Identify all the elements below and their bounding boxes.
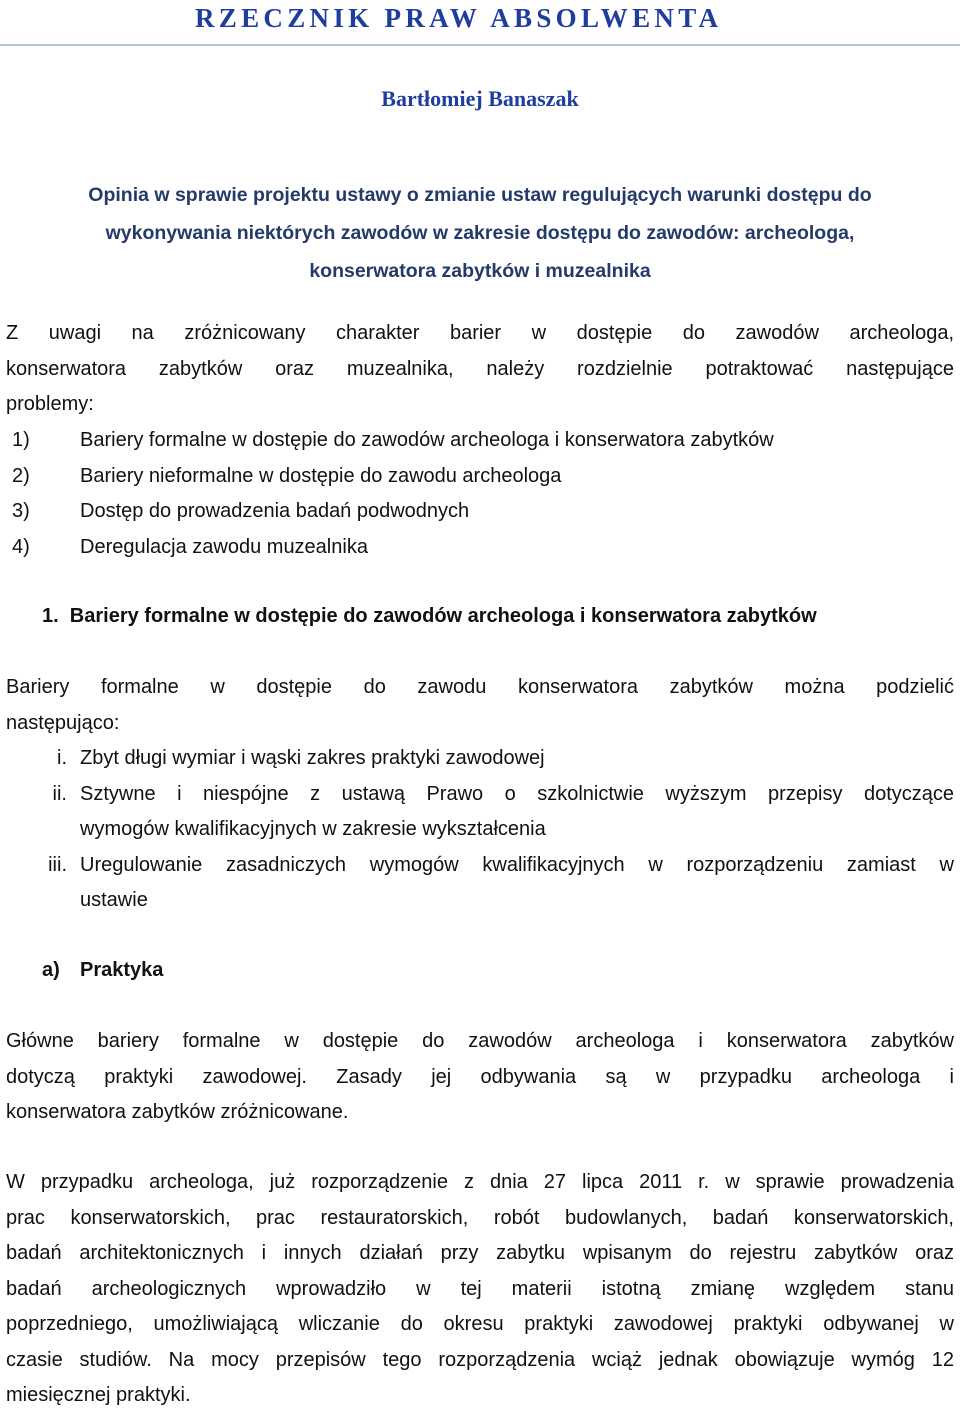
section-paragraph (6, 670, 954, 741)
paragraph-line: konserwatora zabytków zróżnicowane. (6, 1101, 349, 1123)
list-text: Dostęp do prowadzenia badań podwodnych (80, 500, 470, 522)
masthead-title: RZECZNIK PRAW ABSOLWENTA (195, 3, 723, 33)
paragraph-line: poprzedniego, umożliwiającą wliczanie do okresu praktyki zawodowej praktyki odbywanej w (6, 1313, 954, 1335)
list-text: ustawie (80, 889, 148, 911)
subsection-heading (0, 953, 954, 989)
list-item (0, 777, 954, 813)
subsection-title: Praktyka (80, 959, 164, 981)
paragraph-line: następująco: (6, 711, 120, 734)
list-number: 3) (12, 500, 30, 522)
title-line: konserwatora zabytków i muzealnika (309, 260, 651, 282)
list-number: ii. (52, 782, 67, 805)
list-item (0, 459, 954, 495)
list-text: Sztywne i niespójne z ustawą Prawo o szkolnictwie wyższym przepisy dotyczące (80, 782, 954, 805)
paragraph-praktyka (6, 1024, 954, 1131)
paragraph-line: miesięcznej praktyki. (6, 1384, 191, 1406)
header-divider (0, 44, 960, 46)
list-number: 2) (12, 464, 30, 487)
list-item (0, 423, 954, 459)
paragraph-line: dotyczą praktyki zawodowej. Zasady jej odbywania są w przypadku archeologa i (6, 1065, 954, 1088)
paragraph-line: prac konserwatorskich, prac restauratorskich, robót budowlanych, badań konserwatorskich, (6, 1206, 954, 1229)
list-item (0, 494, 954, 530)
list-item (0, 741, 954, 777)
list-number: 4) (12, 535, 30, 558)
paragraph-archeolog (6, 1165, 954, 1414)
title-line: wykonywania niektórych zawodów w zakresie dostępu do zawodów: archeologa, (105, 222, 855, 244)
title-line: Opinia w sprawie projektu ustawy o zmianie ustaw regulujących warunki dostępu do (88, 184, 872, 206)
paragraph-line: Z uwagi na zróżnicowany charakter barier w dostępie do zawodów archeologa, (6, 322, 954, 344)
list-text: Bariery formalne w dostępie do zawodów archeologa i konserwatora zabytków (80, 429, 774, 451)
paragraph-line: badań architektonicznych i innych działań przy zabytku wpisanym do rejestru zabytków oraz (6, 1242, 954, 1264)
list-number: i. (57, 747, 67, 769)
paragraph-line: W przypadku archeologa, już rozporządzenie z dnia 27 lipca 2011 r. w sprawie prowadzenia (6, 1171, 954, 1193)
paragraph-line: Bariery formalne w dostępie do zawodu konserwatora zabytków można podzielić (6, 676, 954, 698)
list-text: Bariery nieformalne w dostępie do zawodu archeologa (80, 464, 562, 487)
paragraph-line: Główne bariery formalne w dostępie do zawodów archeologa i konserwatora zabytków (6, 1030, 954, 1052)
list-text: wymogów kwalifikacyjnych w zakresie wykształcenia (80, 818, 546, 840)
document-title (20, 176, 940, 290)
author-name: Bartłomiej Banaszak (381, 86, 579, 111)
paragraph-line: problemy: (6, 393, 94, 415)
list-text: Zbyt długi wymiar i wąski zakres praktyki zawodowej (80, 747, 545, 769)
list-item (0, 848, 954, 884)
list-item-continuation (0, 812, 954, 848)
intro-paragraph (6, 316, 954, 423)
subsection-label: a) (42, 959, 60, 981)
roman-list (0, 741, 954, 921)
list-item (0, 530, 954, 566)
list-number: 1) (12, 429, 30, 451)
list-number: iii. (48, 853, 67, 876)
paragraph-line: konserwatora zabytków oraz muzealnika, należy rozdzielnie potraktować następujące (6, 357, 954, 380)
paragraph-line: badań archeologicznych wprowadziło w tej materii istotną zmianę względem stanu (6, 1277, 954, 1300)
paragraph-line: czasie studiów. Na mocy przepisów tego rozporządzenia wciąż jednak obowiązuje wymóg 12 (6, 1348, 954, 1371)
section-heading: 1. Bariery formalne w dostępie do zawodów archeologa i konserwatora zabytków (42, 605, 817, 627)
list-text: Deregulacja zawodu muzealnika (80, 535, 368, 558)
list-text: Uregulowanie zasadniczych wymogów kwalifikacyjnych w rozporządzeniu zamiast w (80, 853, 954, 876)
list-item-continuation (0, 883, 954, 919)
